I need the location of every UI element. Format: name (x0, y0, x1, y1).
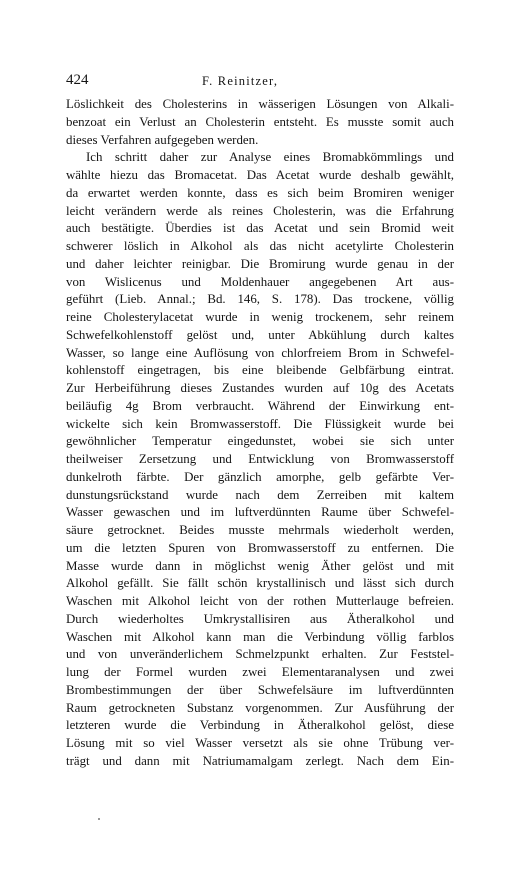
text-line: da erwartet werden konnte, dass es sich beim Bromiren weniger (66, 185, 454, 200)
text-line: Lösung mit so viel Wasser versetzt als sie ohne Trübung ver- (66, 736, 454, 750)
text-line: kohlenstoff eingetragen, bis eine bleibende Gelbfärbung eintrat. (66, 363, 454, 378)
text-line: Wasser, so lange eine Auflösung von chlorfreiem Brom in Schwefel- (66, 345, 454, 360)
text-line: Ich schritt daher zur Analyse eines Bromabkömmlings und (86, 150, 454, 165)
text-line: und daher leichter reinigbar. Die Bromirung wurde genau in der (66, 256, 454, 271)
text-line: Brombestimmungen der über Schwefelsäure im luftverdünnten (66, 682, 454, 697)
text-line: Löslichkeit des Cholesterins in wässerigen Lösungen von Alkali- (66, 97, 454, 111)
running-head: F. Reinitzer, (202, 74, 279, 88)
text-line: Zur Herbeiführung dieses Zustandes wurden auf 10g des Acetats (66, 381, 454, 395)
text-line: gewöhnlicher Temperatur eingedunstet, wobei sie sich unter (66, 434, 454, 449)
text-line: dunkelroth färbte. Der gänzlich amorphe, gelb gefärbte Ver- (66, 469, 454, 484)
text-line: wählte hiezu das Bromacetat. Das Acetat wurde deshalb gewählt, (66, 168, 454, 182)
text-line: Alkohol gefällt. Sie fällt schön krystallinisch und lässt sich durch (66, 576, 454, 591)
text-line: trägt und dann mit Natriumamalgam zerlegt. Nach dem Ein- (66, 753, 454, 768)
text-line: Masse wurde dann in möglichst wenig Äther gelöst und mit (66, 558, 454, 573)
text-line: Waschen mit Alkohol kann man die Verbindung völlig farblos (66, 629, 454, 644)
text-line: dieses Verfahren aufgegeben werden. (66, 132, 259, 147)
print-speck (98, 818, 100, 820)
text-line: benzoat ein Verlust an Cholesterin entsteht. Es musste somit auch (66, 114, 454, 129)
text-line: lung der Formel wurden zwei Elementaranalysen und zwei (66, 665, 454, 679)
text-line: Schwefelkohlenstoff gelöst und, unter Abkühlung durch kaltes (66, 327, 454, 342)
text-line: geführt (Lieb. Annal.; Bd. 146, S. 178). Das trockene, völlig (66, 292, 454, 307)
page-header (66, 72, 454, 94)
text-line: Wasser gewaschen und im luftverdünnten Raume über Schwefel- (66, 505, 454, 520)
text-line: Durch wiederholtes Umkrystallisiren aus Ätheralkohol und (66, 611, 454, 626)
text-line: theilweiser Zersetzung und Entwicklung von Bromwasserstoff (66, 452, 454, 466)
text-line: wickelte sich kein Bromwasserstoff. Die Flüssigkeit wurde bei (66, 416, 454, 431)
text-line: um die letzten Spuren von Bromwasserstoff zu entfernen. Die (66, 540, 454, 555)
text-line: auch bestätigte. Überdies ist das Acetat und sein Bromid weit (66, 221, 454, 236)
text-line: und von unveränderlichem Schmelzpunkt erhalten. Zur Feststel- (66, 647, 454, 662)
text-line: von Wislicenus und Moldenhauer angegebenen Art aus- (66, 274, 454, 289)
text-line: schwerer löslich in Alkohol als das nicht acetylirte Cholesterin (66, 239, 454, 253)
text-line: leicht verändern werde als reines Cholesterin, was die Erfahrung (66, 203, 454, 218)
text-line: letzteren wurde die Verbindung in Ätheralkohol gelöst, diese (66, 718, 454, 733)
text-line: säure getrocknet. Beides musste mehrmals wiederholt werden, (66, 523, 454, 537)
text-line: dunstungsrückstand wurde nach dem Zerreiben mit kaltem (66, 487, 454, 502)
text-line: reine Cholesterylacetat wurde in wenig trockenem, sehr reinem (66, 310, 454, 324)
text-line: Waschen mit Alkohol leicht von der rothen Mutterlauge befreien. (66, 594, 454, 608)
page-number: 424 (66, 72, 89, 88)
text-line: Raum getrockneten Substanz vorgenommen. Zur Ausführung der (66, 700, 454, 715)
body-text (66, 96, 454, 771)
text-line: beiläufig 4g Brom verbraucht. Während der Einwirkung ent- (66, 398, 454, 413)
